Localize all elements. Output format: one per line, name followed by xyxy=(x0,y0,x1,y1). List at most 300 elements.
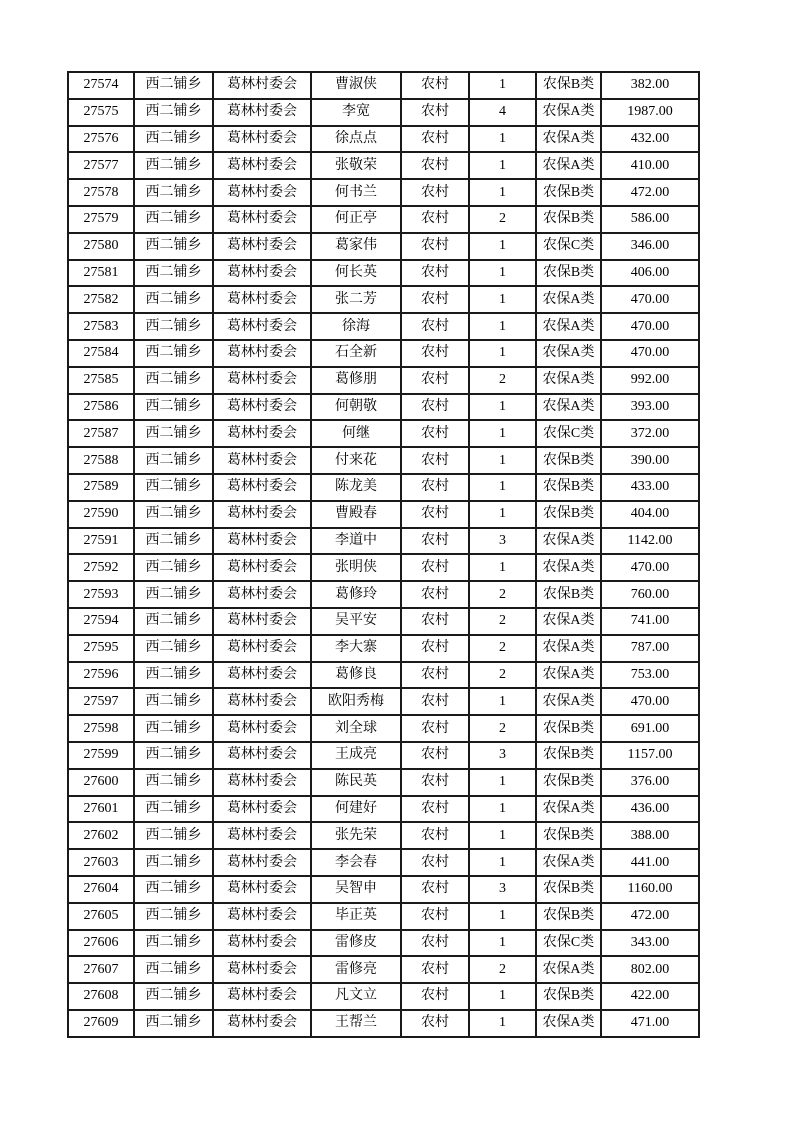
cell-record-id: 27575 xyxy=(68,99,134,126)
cell-person-name: 何朝敬 xyxy=(311,394,401,421)
cell-record-id: 27595 xyxy=(68,635,134,662)
cell-amount: 1987.00 xyxy=(601,99,699,126)
cell-village-committee: 葛林村委会 xyxy=(213,286,311,313)
cell-township: 西二铺乡 xyxy=(134,903,213,930)
cell-insurance-category: 农保A类 xyxy=(536,1010,601,1037)
cell-person-name: 李宽 xyxy=(311,99,401,126)
cell-amount: 441.00 xyxy=(601,849,699,876)
cell-residence-type: 农村 xyxy=(401,367,469,394)
cell-insurance-category: 农保A类 xyxy=(536,286,601,313)
table-row xyxy=(68,608,699,635)
table-row xyxy=(68,233,699,260)
cell-record-id: 27601 xyxy=(68,796,134,823)
cell-village-committee: 葛林村委会 xyxy=(213,930,311,957)
cell-insurance-category: 农保A类 xyxy=(536,688,601,715)
cell-person-name: 毕正英 xyxy=(311,903,401,930)
cell-village-committee: 葛林村委会 xyxy=(213,662,311,689)
cell-record-id: 27606 xyxy=(68,930,134,957)
cell-person-name: 陈民英 xyxy=(311,769,401,796)
cell-record-id: 27589 xyxy=(68,474,134,501)
cell-amount: 753.00 xyxy=(601,662,699,689)
cell-record-id: 27586 xyxy=(68,394,134,421)
cell-insurance-category: 农保A类 xyxy=(536,394,601,421)
cell-person-count: 2 xyxy=(469,662,536,689)
cell-amount: 472.00 xyxy=(601,179,699,206)
cell-village-committee: 葛林村委会 xyxy=(213,956,311,983)
cell-insurance-category: 农保B类 xyxy=(536,72,601,99)
cell-insurance-category: 农保A类 xyxy=(536,528,601,555)
cell-person-name: 葛修良 xyxy=(311,662,401,689)
cell-person-count: 4 xyxy=(469,99,536,126)
cell-township: 西二铺乡 xyxy=(134,126,213,153)
cell-amount: 422.00 xyxy=(601,983,699,1010)
cell-person-count: 3 xyxy=(469,876,536,903)
cell-residence-type: 农村 xyxy=(401,233,469,260)
cell-record-id: 27603 xyxy=(68,849,134,876)
cell-person-name: 曹殿春 xyxy=(311,501,401,528)
cell-record-id: 27585 xyxy=(68,367,134,394)
cell-record-id: 27597 xyxy=(68,688,134,715)
cell-amount: 1160.00 xyxy=(601,876,699,903)
cell-person-name: 凡文立 xyxy=(311,983,401,1010)
cell-person-count: 3 xyxy=(469,742,536,769)
cell-residence-type: 农村 xyxy=(401,849,469,876)
cell-village-committee: 葛林村委会 xyxy=(213,367,311,394)
table-row xyxy=(68,420,699,447)
cell-township: 西二铺乡 xyxy=(134,635,213,662)
cell-township: 西二铺乡 xyxy=(134,340,213,367)
cell-person-count: 1 xyxy=(469,394,536,421)
cell-village-committee: 葛林村委会 xyxy=(213,233,311,260)
cell-amount: 472.00 xyxy=(601,903,699,930)
cell-record-id: 27574 xyxy=(68,72,134,99)
table-row xyxy=(68,742,699,769)
table-row xyxy=(68,206,699,233)
cell-record-id: 27600 xyxy=(68,769,134,796)
cell-person-name: 徐点点 xyxy=(311,126,401,153)
cell-amount: 992.00 xyxy=(601,367,699,394)
cell-township: 西二铺乡 xyxy=(134,99,213,126)
cell-village-committee: 葛林村委会 xyxy=(213,313,311,340)
table-row xyxy=(68,179,699,206)
cell-insurance-category: 农保A类 xyxy=(536,956,601,983)
cell-insurance-category: 农保A类 xyxy=(536,367,601,394)
table-row xyxy=(68,501,699,528)
cell-amount: 470.00 xyxy=(601,286,699,313)
cell-township: 西二铺乡 xyxy=(134,876,213,903)
cell-insurance-category: 农保B类 xyxy=(536,769,601,796)
cell-village-committee: 葛林村委会 xyxy=(213,688,311,715)
cell-township: 西二铺乡 xyxy=(134,688,213,715)
cell-insurance-category: 农保C类 xyxy=(536,930,601,957)
cell-person-name: 何长英 xyxy=(311,260,401,287)
cell-person-name: 葛修朋 xyxy=(311,367,401,394)
cell-residence-type: 农村 xyxy=(401,769,469,796)
cell-person-count: 1 xyxy=(469,420,536,447)
cell-township: 西二铺乡 xyxy=(134,930,213,957)
table-row xyxy=(68,340,699,367)
cell-residence-type: 农村 xyxy=(401,99,469,126)
cell-person-name: 雷修皮 xyxy=(311,930,401,957)
cell-record-id: 27605 xyxy=(68,903,134,930)
cell-residence-type: 农村 xyxy=(401,554,469,581)
cell-insurance-category: 农保C类 xyxy=(536,233,601,260)
cell-person-name: 葛家伟 xyxy=(311,233,401,260)
cell-village-committee: 葛林村委会 xyxy=(213,474,311,501)
cell-person-name: 吴智申 xyxy=(311,876,401,903)
cell-village-committee: 葛林村委会 xyxy=(213,608,311,635)
cell-amount: 406.00 xyxy=(601,260,699,287)
cell-person-name: 王帮兰 xyxy=(311,1010,401,1037)
cell-insurance-category: 农保A类 xyxy=(536,126,601,153)
cell-insurance-category: 农保A类 xyxy=(536,99,601,126)
cell-township: 西二铺乡 xyxy=(134,581,213,608)
cell-person-name: 石全新 xyxy=(311,340,401,367)
cell-amount: 436.00 xyxy=(601,796,699,823)
cell-village-committee: 葛林村委会 xyxy=(213,179,311,206)
cell-village-committee: 葛林村委会 xyxy=(213,206,311,233)
cell-residence-type: 农村 xyxy=(401,152,469,179)
cell-amount: 741.00 xyxy=(601,608,699,635)
cell-amount: 404.00 xyxy=(601,501,699,528)
cell-record-id: 27579 xyxy=(68,206,134,233)
table-row xyxy=(68,662,699,689)
cell-record-id: 27582 xyxy=(68,286,134,313)
table-row xyxy=(68,474,699,501)
cell-record-id: 27577 xyxy=(68,152,134,179)
cell-amount: 376.00 xyxy=(601,769,699,796)
cell-insurance-category: 农保A类 xyxy=(536,313,601,340)
cell-amount: 1157.00 xyxy=(601,742,699,769)
cell-township: 西二铺乡 xyxy=(134,72,213,99)
cell-amount: 470.00 xyxy=(601,688,699,715)
cell-township: 西二铺乡 xyxy=(134,233,213,260)
table-row xyxy=(68,260,699,287)
cell-person-count: 1 xyxy=(469,474,536,501)
table-row xyxy=(68,796,699,823)
cell-village-committee: 葛林村委会 xyxy=(213,340,311,367)
cell-insurance-category: 农保A类 xyxy=(536,340,601,367)
table-row xyxy=(68,554,699,581)
cell-township: 西二铺乡 xyxy=(134,260,213,287)
cell-amount: 787.00 xyxy=(601,635,699,662)
cell-insurance-category: 农保B类 xyxy=(536,179,601,206)
cell-village-committee: 葛林村委会 xyxy=(213,635,311,662)
cell-residence-type: 农村 xyxy=(401,796,469,823)
cell-person-count: 1 xyxy=(469,260,536,287)
cell-residence-type: 农村 xyxy=(401,662,469,689)
cell-township: 西二铺乡 xyxy=(134,956,213,983)
cell-amount: 691.00 xyxy=(601,715,699,742)
cell-township: 西二铺乡 xyxy=(134,849,213,876)
cell-village-committee: 葛林村委会 xyxy=(213,72,311,99)
cell-person-count: 1 xyxy=(469,179,536,206)
cell-residence-type: 农村 xyxy=(401,72,469,99)
cell-person-count: 1 xyxy=(469,849,536,876)
cell-record-id: 27591 xyxy=(68,528,134,555)
cell-village-committee: 葛林村委会 xyxy=(213,903,311,930)
cell-insurance-category: 农保B类 xyxy=(536,822,601,849)
cell-insurance-category: 农保B类 xyxy=(536,501,601,528)
cell-person-count: 1 xyxy=(469,447,536,474)
cell-record-id: 27587 xyxy=(68,420,134,447)
cell-village-committee: 葛林村委会 xyxy=(213,1010,311,1037)
cell-township: 西二铺乡 xyxy=(134,983,213,1010)
cell-village-committee: 葛林村委会 xyxy=(213,581,311,608)
cell-person-name: 徐海 xyxy=(311,313,401,340)
cell-village-committee: 葛林村委会 xyxy=(213,849,311,876)
table-row xyxy=(68,72,699,99)
cell-amount: 388.00 xyxy=(601,822,699,849)
cell-record-id: 27590 xyxy=(68,501,134,528)
cell-village-committee: 葛林村委会 xyxy=(213,501,311,528)
table-row xyxy=(68,715,699,742)
cell-record-id: 27584 xyxy=(68,340,134,367)
cell-township: 西二铺乡 xyxy=(134,447,213,474)
cell-amount: 346.00 xyxy=(601,233,699,260)
cell-amount: 343.00 xyxy=(601,930,699,957)
cell-person-count: 2 xyxy=(469,206,536,233)
table-row xyxy=(68,581,699,608)
cell-township: 西二铺乡 xyxy=(134,554,213,581)
cell-township: 西二铺乡 xyxy=(134,822,213,849)
cell-residence-type: 农村 xyxy=(401,394,469,421)
cell-residence-type: 农村 xyxy=(401,206,469,233)
cell-insurance-category: 农保B类 xyxy=(536,903,601,930)
cell-record-id: 27602 xyxy=(68,822,134,849)
cell-person-count: 2 xyxy=(469,581,536,608)
cell-township: 西二铺乡 xyxy=(134,286,213,313)
cell-village-committee: 葛林村委会 xyxy=(213,394,311,421)
cell-residence-type: 农村 xyxy=(401,528,469,555)
cell-person-count: 1 xyxy=(469,233,536,260)
cell-amount: 433.00 xyxy=(601,474,699,501)
table-row xyxy=(68,367,699,394)
cell-village-committee: 葛林村委会 xyxy=(213,822,311,849)
cell-insurance-category: 农保B类 xyxy=(536,581,601,608)
cell-person-name: 陈龙美 xyxy=(311,474,401,501)
cell-person-name: 何正亭 xyxy=(311,206,401,233)
cell-person-count: 1 xyxy=(469,1010,536,1037)
cell-person-count: 1 xyxy=(469,72,536,99)
cell-person-count: 1 xyxy=(469,152,536,179)
cell-residence-type: 农村 xyxy=(401,286,469,313)
table-row xyxy=(68,635,699,662)
cell-person-count: 3 xyxy=(469,528,536,555)
cell-residence-type: 农村 xyxy=(401,876,469,903)
cell-residence-type: 农村 xyxy=(401,179,469,206)
cell-person-count: 2 xyxy=(469,715,536,742)
cell-person-name: 曹淑侠 xyxy=(311,72,401,99)
table-row xyxy=(68,313,699,340)
cell-village-committee: 葛林村委会 xyxy=(213,126,311,153)
cell-township: 西二铺乡 xyxy=(134,715,213,742)
cell-residence-type: 农村 xyxy=(401,983,469,1010)
cell-township: 西二铺乡 xyxy=(134,179,213,206)
cell-insurance-category: 农保A类 xyxy=(536,635,601,662)
table-body xyxy=(68,72,699,1037)
cell-insurance-category: 农保B类 xyxy=(536,876,601,903)
cell-township: 西二铺乡 xyxy=(134,796,213,823)
cell-person-count: 1 xyxy=(469,903,536,930)
cell-village-committee: 葛林村委会 xyxy=(213,260,311,287)
table-row xyxy=(68,876,699,903)
table-row xyxy=(68,930,699,957)
cell-residence-type: 农村 xyxy=(401,742,469,769)
cell-person-name: 刘全球 xyxy=(311,715,401,742)
cell-amount: 471.00 xyxy=(601,1010,699,1037)
cell-record-id: 27593 xyxy=(68,581,134,608)
cell-person-name: 欧阳秀梅 xyxy=(311,688,401,715)
cell-person-name: 张先荣 xyxy=(311,822,401,849)
cell-amount: 382.00 xyxy=(601,72,699,99)
cell-person-count: 2 xyxy=(469,635,536,662)
cell-township: 西二铺乡 xyxy=(134,501,213,528)
cell-residence-type: 农村 xyxy=(401,474,469,501)
table-row xyxy=(68,956,699,983)
cell-person-name: 何书兰 xyxy=(311,179,401,206)
cell-person-name: 张敬荣 xyxy=(311,152,401,179)
cell-insurance-category: 农保B类 xyxy=(536,447,601,474)
cell-township: 西二铺乡 xyxy=(134,1010,213,1037)
cell-record-id: 27609 xyxy=(68,1010,134,1037)
cell-residence-type: 农村 xyxy=(401,581,469,608)
cell-record-id: 27588 xyxy=(68,447,134,474)
cell-township: 西二铺乡 xyxy=(134,152,213,179)
cell-township: 西二铺乡 xyxy=(134,742,213,769)
cell-person-count: 1 xyxy=(469,286,536,313)
cell-residence-type: 农村 xyxy=(401,447,469,474)
table-row xyxy=(68,99,699,126)
cell-person-name: 张明侠 xyxy=(311,554,401,581)
cell-record-id: 27578 xyxy=(68,179,134,206)
cell-residence-type: 农村 xyxy=(401,340,469,367)
cell-insurance-category: 农保B类 xyxy=(536,983,601,1010)
cell-person-count: 1 xyxy=(469,554,536,581)
cell-record-id: 27581 xyxy=(68,260,134,287)
table-row xyxy=(68,983,699,1010)
table-row xyxy=(68,286,699,313)
cell-person-count: 1 xyxy=(469,501,536,528)
cell-amount: 432.00 xyxy=(601,126,699,153)
cell-residence-type: 农村 xyxy=(401,313,469,340)
cell-record-id: 27576 xyxy=(68,126,134,153)
cell-insurance-category: 农保B类 xyxy=(536,260,601,287)
cell-person-name: 李大寨 xyxy=(311,635,401,662)
cell-township: 西二铺乡 xyxy=(134,528,213,555)
cell-residence-type: 农村 xyxy=(401,903,469,930)
cell-person-count: 1 xyxy=(469,983,536,1010)
cell-insurance-category: 农保A类 xyxy=(536,554,601,581)
table-row xyxy=(68,528,699,555)
cell-township: 西二铺乡 xyxy=(134,608,213,635)
cell-insurance-category: 农保A类 xyxy=(536,608,601,635)
cell-amount: 393.00 xyxy=(601,394,699,421)
cell-residence-type: 农村 xyxy=(401,608,469,635)
cell-village-committee: 葛林村委会 xyxy=(213,99,311,126)
cell-township: 西二铺乡 xyxy=(134,474,213,501)
table-row xyxy=(68,688,699,715)
cell-township: 西二铺乡 xyxy=(134,394,213,421)
cell-residence-type: 农村 xyxy=(401,930,469,957)
cell-person-count: 1 xyxy=(469,313,536,340)
cell-residence-type: 农村 xyxy=(401,688,469,715)
cell-village-committee: 葛林村委会 xyxy=(213,796,311,823)
cell-person-count: 1 xyxy=(469,126,536,153)
cell-amount: 390.00 xyxy=(601,447,699,474)
cell-record-id: 27596 xyxy=(68,662,134,689)
cell-village-committee: 葛林村委会 xyxy=(213,715,311,742)
table-row xyxy=(68,822,699,849)
cell-amount: 802.00 xyxy=(601,956,699,983)
table-row xyxy=(68,1010,699,1037)
cell-amount: 586.00 xyxy=(601,206,699,233)
cell-amount: 760.00 xyxy=(601,581,699,608)
cell-township: 西二铺乡 xyxy=(134,313,213,340)
cell-insurance-category: 农保C类 xyxy=(536,420,601,447)
cell-insurance-category: 农保B类 xyxy=(536,474,601,501)
cell-amount: 1142.00 xyxy=(601,528,699,555)
cell-person-name: 吴平安 xyxy=(311,608,401,635)
cell-person-name: 王成亮 xyxy=(311,742,401,769)
cell-person-count: 2 xyxy=(469,956,536,983)
table-row xyxy=(68,903,699,930)
cell-village-committee: 葛林村委会 xyxy=(213,420,311,447)
cell-residence-type: 农村 xyxy=(401,260,469,287)
cell-township: 西二铺乡 xyxy=(134,769,213,796)
cell-residence-type: 农村 xyxy=(401,956,469,983)
cell-person-count: 2 xyxy=(469,608,536,635)
cell-insurance-category: 农保A类 xyxy=(536,849,601,876)
table-row xyxy=(68,849,699,876)
cell-person-name: 葛修玲 xyxy=(311,581,401,608)
cell-record-id: 27598 xyxy=(68,715,134,742)
cell-person-name: 付来花 xyxy=(311,447,401,474)
cell-person-count: 1 xyxy=(469,796,536,823)
cell-village-committee: 葛林村委会 xyxy=(213,983,311,1010)
cell-person-count: 1 xyxy=(469,822,536,849)
cell-residence-type: 农村 xyxy=(401,126,469,153)
cell-person-name: 张二芳 xyxy=(311,286,401,313)
cell-residence-type: 农村 xyxy=(401,1010,469,1037)
cell-village-committee: 葛林村委会 xyxy=(213,742,311,769)
cell-village-committee: 葛林村委会 xyxy=(213,528,311,555)
cell-person-count: 1 xyxy=(469,769,536,796)
cell-person-count: 1 xyxy=(469,930,536,957)
table-row xyxy=(68,447,699,474)
cell-person-name: 雷修亮 xyxy=(311,956,401,983)
cell-record-id: 27594 xyxy=(68,608,134,635)
cell-residence-type: 农村 xyxy=(401,822,469,849)
cell-record-id: 27604 xyxy=(68,876,134,903)
cell-village-committee: 葛林村委会 xyxy=(213,152,311,179)
table-row xyxy=(68,769,699,796)
cell-village-committee: 葛林村委会 xyxy=(213,447,311,474)
cell-person-count: 1 xyxy=(469,340,536,367)
cell-residence-type: 农村 xyxy=(401,715,469,742)
cell-record-id: 27607 xyxy=(68,956,134,983)
cell-amount: 372.00 xyxy=(601,420,699,447)
cell-person-name: 何继 xyxy=(311,420,401,447)
cell-insurance-category: 农保B类 xyxy=(536,742,601,769)
cell-record-id: 27583 xyxy=(68,313,134,340)
cell-insurance-category: 农保A类 xyxy=(536,796,601,823)
cell-insurance-category: 农保A类 xyxy=(536,152,601,179)
cell-insurance-category: 农保B类 xyxy=(536,715,601,742)
table-row xyxy=(68,394,699,421)
cell-residence-type: 农村 xyxy=(401,635,469,662)
cell-person-name: 何建好 xyxy=(311,796,401,823)
